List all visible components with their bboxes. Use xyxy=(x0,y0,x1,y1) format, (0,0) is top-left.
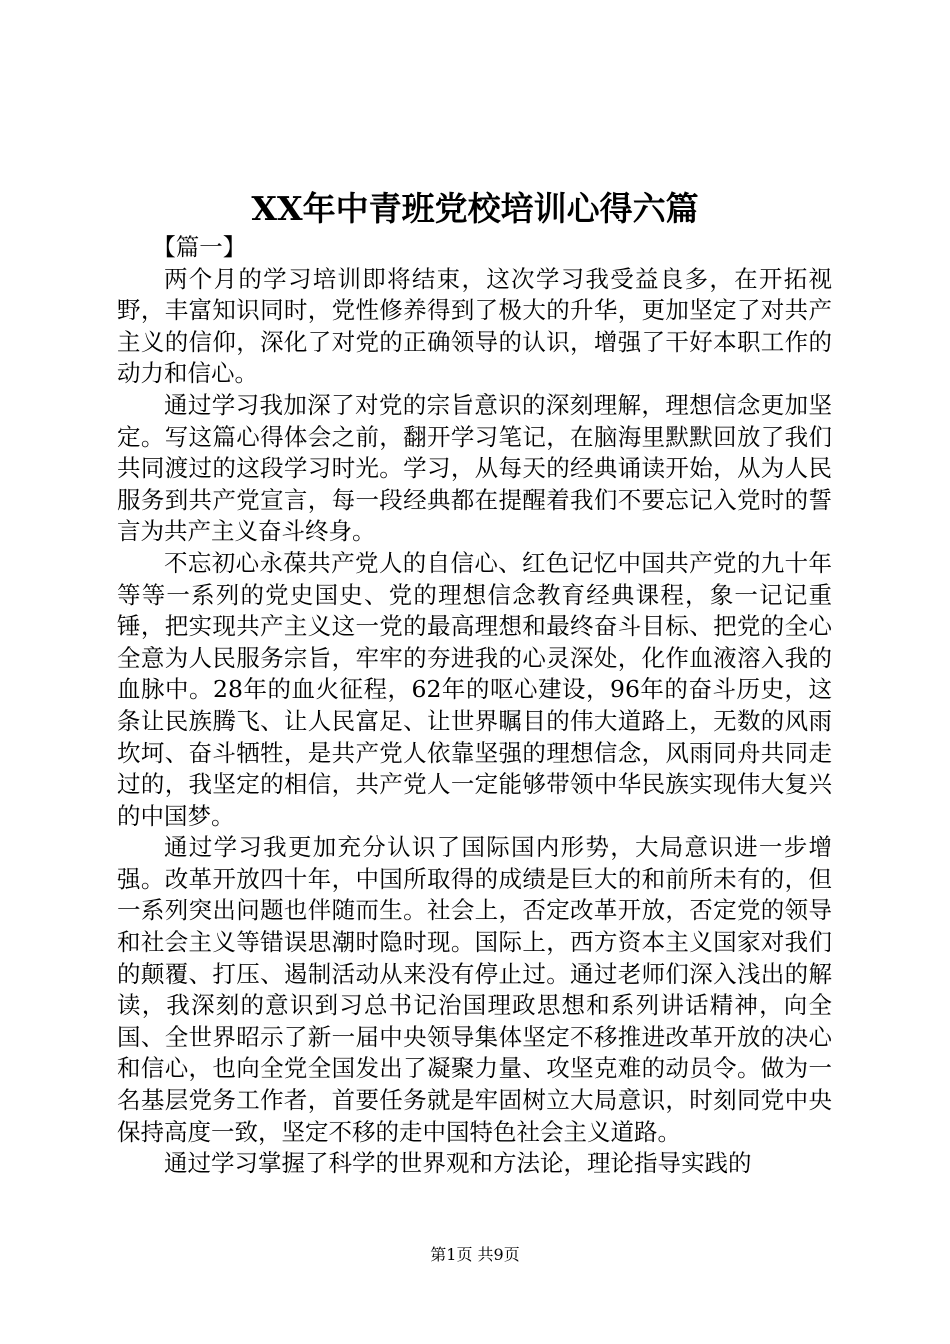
document-title: XX年中青班党校培训心得六篇 xyxy=(251,189,699,228)
document-body xyxy=(117,232,832,1180)
paragraph-4: 通过学习我更加充分认识了国际国内形势，大局意识进一步增强。改革开放四十年，中国所取得的成绩是巨大的和前所未有的，但一系列突出问题也伴随而生。社会上，否定改革开放，否定党的领导和社会主义等错误思潮时隐时现。国际上，西方资本主义国家对我们的颠覆、打压、遏制活动从来没有停止过。通过老师们深入浅出的解读，我深刻的意识到习总书记治国理政思想和系列讲话精神，向全国、全世界昭示了新一届中央领导集体坚定不移推进改革开放的决心和信心，也向全党全国发出了凝聚力量、攻坚克难的动员令。做为一名基层党务工作者，首要任务就是牢固树立大局意识，时刻同党中央保持高度一致，坚定不移的走中国特色社会主义道路。 xyxy=(117,833,832,1146)
page-footer: 第1页 共9页 xyxy=(430,1245,520,1264)
paragraph-3: 不忘初心永葆共产党人的自信心、红色记忆中国共产党的九十年等等一系列的党史国史、党的理想信念教育经典课程，象一记记重锤，把实现共产主义这一党的最高理想和最终奋斗目标、把党的全心全意为人民服务宗旨，牢牢的夯进我的心灵深处，化作血液溶入我的血脉中。28年的血火征程，62年的呕心建设，96年的奋斗历史，这条让民族腾飞、让人民富足、让世界瞩目的伟大道路上，无数的风雨坎坷、奋斗牺牲，是共产党人依靠坚强的理想信念，风雨同舟共同走过的，我坚定的相信，共产党人一定能够带领中华民族实现伟大复兴的中国梦。 xyxy=(117,548,832,830)
paragraph-5: 通过学习掌握了科学的世界观和方法论，理论指导实践的 xyxy=(164,1149,752,1178)
paragraph-2: 通过学习我加深了对党的宗旨意识的深刻理解，理想信念更加坚定。写这篇心得体会之前，翻开学习笔记，在脑海里默默回放了我们共同渡过的这段学习时光。学习，从每天的经典诵读开始，从为人民服务到共产党宣言，每一段经典都在提醒着我们不要忘记入党时的誓言为共产主义奋斗终身。 xyxy=(117,390,832,546)
paragraph-1: 两个月的学习培训即将结束，这次学习我受益良多，在开拓视野，丰富知识同时，党性修养得到了极大的升华，更加坚定了对共产主义的信仰，深化了对党的正确领导的认识，增强了干好本职工作的动力和信心。 xyxy=(117,264,832,388)
section-label: 【篇一】 xyxy=(152,233,247,261)
